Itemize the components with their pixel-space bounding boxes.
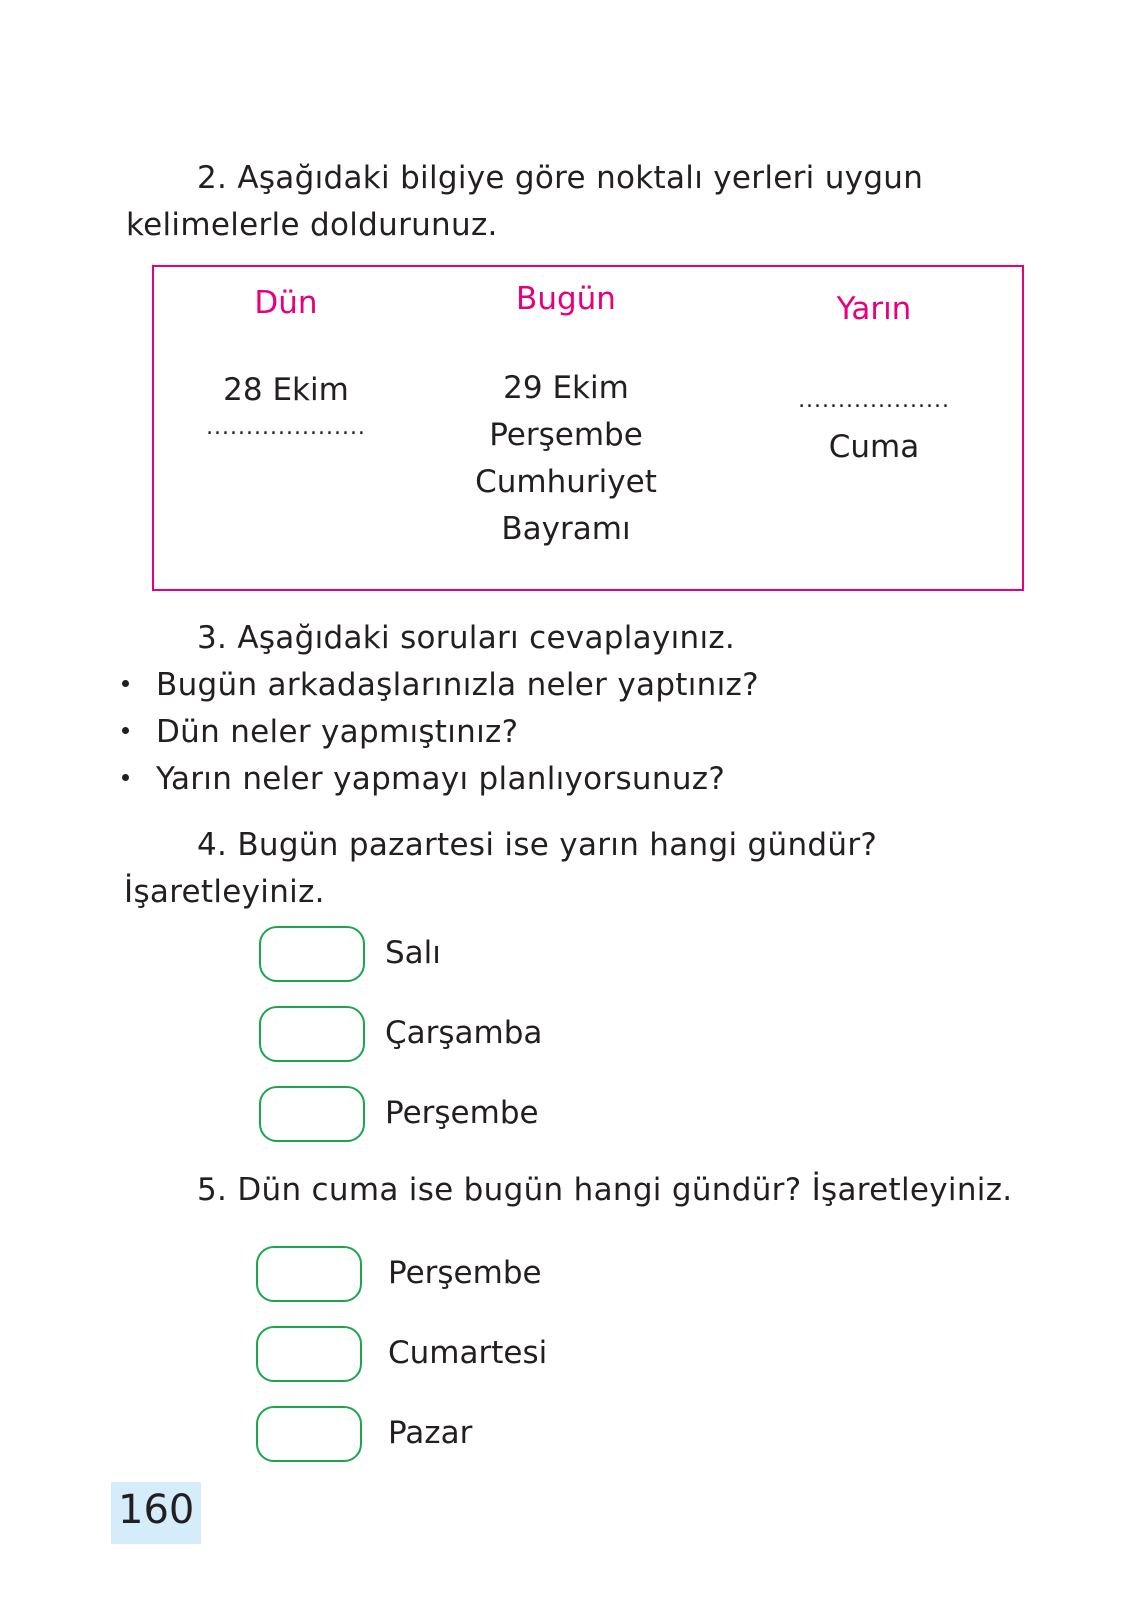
- tomorrow-day: Cuma: [828, 429, 920, 465]
- yesterday-blank: ....................: [206, 415, 366, 440]
- column-header-yesterday: Dün: [254, 285, 318, 321]
- column-tomorrow: [754, 291, 994, 327]
- q5-option-checkbox-1[interactable]: [256, 1246, 362, 1302]
- q4-option-checkbox-3[interactable]: [259, 1086, 365, 1142]
- q4-option-checkbox-2[interactable]: [259, 1006, 365, 1062]
- bullet-icon: [122, 680, 129, 687]
- q3-bullet-item: [122, 761, 725, 797]
- q2-instruction-line2: kelimelerle doldurunuz.: [126, 207, 498, 243]
- q3-bullet-text: Bugün arkadaşlarınızla neler yaptınız?: [156, 667, 759, 703]
- tomorrow-blank: ...................: [798, 388, 950, 413]
- q3-bullet-item: [122, 667, 759, 703]
- column-body-yesterday: [166, 367, 406, 451]
- day-info-box: [152, 265, 1024, 591]
- q2-instruction-line1: 2. Aşağıdaki bilgiye göre noktalı yerleri uygun: [197, 160, 924, 196]
- q4-option-checkbox-1[interactable]: [259, 926, 365, 982]
- q5-option-label-1: Perşembe: [388, 1255, 542, 1291]
- q3-bullet-text: Yarın neler yapmayı planlıyorsunuz?: [156, 761, 726, 797]
- q3-heading: 3. Aşağıdaki soruları cevaplayınız.: [197, 620, 736, 656]
- page-number: 160: [118, 1487, 195, 1533]
- q3-bullet-text: Dün neler yapmıştınız?: [156, 714, 519, 750]
- column-header-today: Bugün: [516, 281, 616, 317]
- column-body-today: [446, 365, 686, 553]
- q3-bullet-item: [122, 714, 518, 750]
- q4-option-label-1: Salı: [385, 935, 441, 971]
- today-holiday-line2: Bayramı: [501, 511, 631, 547]
- column-header-tomorrow: Yarın: [836, 291, 912, 327]
- today-holiday-line1: Cumhuriyet: [475, 464, 657, 500]
- q4-question-line2: İşaretleyiniz.: [124, 874, 325, 910]
- q5-option-label-3: Pazar: [388, 1415, 473, 1451]
- q5-question: 5. Dün cuma ise bugün hangi gündür? İşaretleyiniz.: [197, 1172, 1013, 1208]
- column-today: [446, 281, 686, 317]
- q5-option-checkbox-3[interactable]: [256, 1406, 362, 1462]
- q4-question-line1: 4. Bugün pazartesi ise yarın hangi gündür?: [197, 827, 878, 863]
- today-date: 29 Ekim: [503, 370, 629, 406]
- column-body-tomorrow: [754, 377, 994, 471]
- bullet-icon: [122, 774, 129, 781]
- today-day: Perşembe: [489, 417, 643, 453]
- q5-option-checkbox-2[interactable]: [256, 1326, 362, 1382]
- q4-option-label-3: Perşembe: [385, 1095, 539, 1131]
- column-yesterday: [166, 285, 406, 321]
- bullet-icon: [122, 727, 129, 734]
- yesterday-date: 28 Ekim: [223, 372, 349, 408]
- q4-option-label-2: Çarşamba: [385, 1015, 543, 1051]
- q5-option-label-2: Cumartesi: [388, 1335, 548, 1371]
